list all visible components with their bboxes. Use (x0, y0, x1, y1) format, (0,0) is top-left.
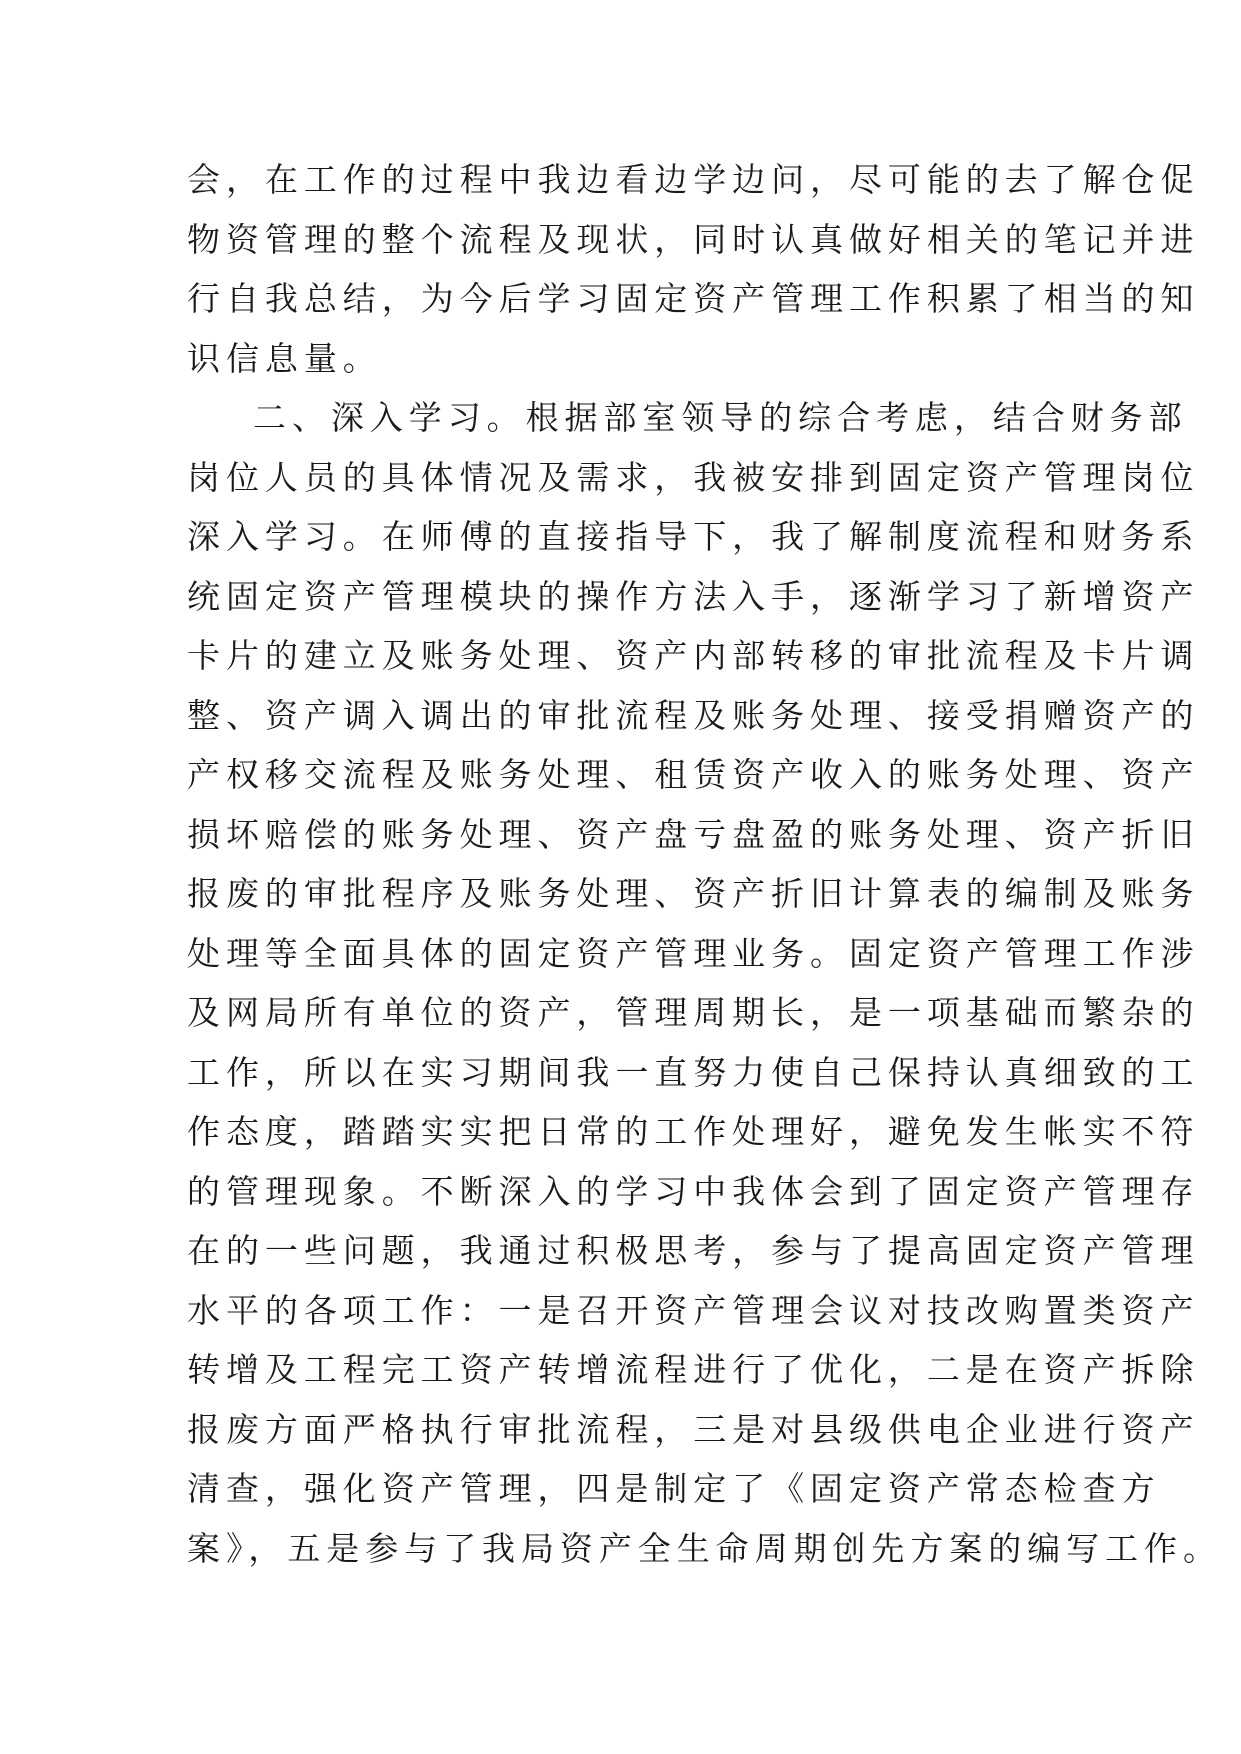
text-line: 卡片的建立及账务处理、资产内部转移的审批流程及卡片调 (187, 636, 1200, 675)
text-line: 识信息量。 (187, 338, 382, 378)
text-line: 作态度，踏踏实实把日常的工作处理好，避免发生帐实不符 (187, 1112, 1200, 1151)
text-line: 整、资产调入调出的审批流程及账务处理、接受捐赠资产的 (187, 695, 1200, 735)
text-line: 及网局所有单位的资产，管理周期长，是一项基础而繁杂的 (187, 993, 1200, 1032)
text-line: 物资管理的整个流程及现状，同时认真做好相关的笔记并进 (187, 219, 1200, 259)
text-line: 行自我总结，为今后学习固定资产管理工作积累了相当的知 (187, 279, 1200, 318)
paragraph-2 (187, 388, 1222, 1578)
text-line: 报废方面严格执行审批流程，三是对县级供电企业进行资产 (187, 1409, 1200, 1449)
text-line: 二、深入学习。根据部室领导的综合考虑，结合财务部 (253, 398, 1188, 437)
text-line: 水平的各项工作：一是召开资产管理会议对技改购置类资产 (187, 1290, 1200, 1330)
text-line: 统固定资产管理模块的操作方法入手，逐渐学习了新增资产 (187, 576, 1200, 616)
text-line: 清查，强化资产管理，四是制定了《固定资产常态检查方 (187, 1469, 1161, 1508)
text-line: 会，在工作的过程中我边看边学边问，尽可能的去了解仓促 (187, 160, 1200, 199)
text-line: 工作，所以在实习期间我一直努力使自己保持认真细致的工 (187, 1052, 1200, 1092)
text-line: 转增及工程完工资产转增流程进行了优化，二是在资产拆除 (187, 1350, 1200, 1389)
text-line: 的管理现象。不断深入的学习中我体会到了固定资产管理存 (187, 1171, 1200, 1211)
document-body (187, 150, 1222, 1578)
text-line: 岗位人员的具体情况及需求，我被安排到固定资产管理岗位 (187, 457, 1200, 497)
text-line: 案》，五是参与了我局资产全生命周期创先方案的编写工作。 (187, 1528, 1222, 1568)
paragraph-1 (187, 150, 1200, 388)
text-line: 在的一些问题，我通过积极思考，参与了提高固定资产管理 (187, 1231, 1200, 1270)
text-line: 产权移交流程及账务处理、租赁资产收入的账务处理、资产 (187, 755, 1200, 794)
text-line: 报废的审批程序及账务处理、资产折旧计算表的编制及账务 (187, 874, 1200, 913)
text-line: 深入学习。在师傅的直接指导下，我了解制度流程和财务系 (187, 517, 1200, 556)
text-line: 处理等全面具体的固定资产管理业务。固定资产管理工作涉 (187, 933, 1200, 973)
text-line: 损坏赔偿的账务处理、资产盘亏盘盈的账务处理、资产折旧 (187, 814, 1200, 854)
